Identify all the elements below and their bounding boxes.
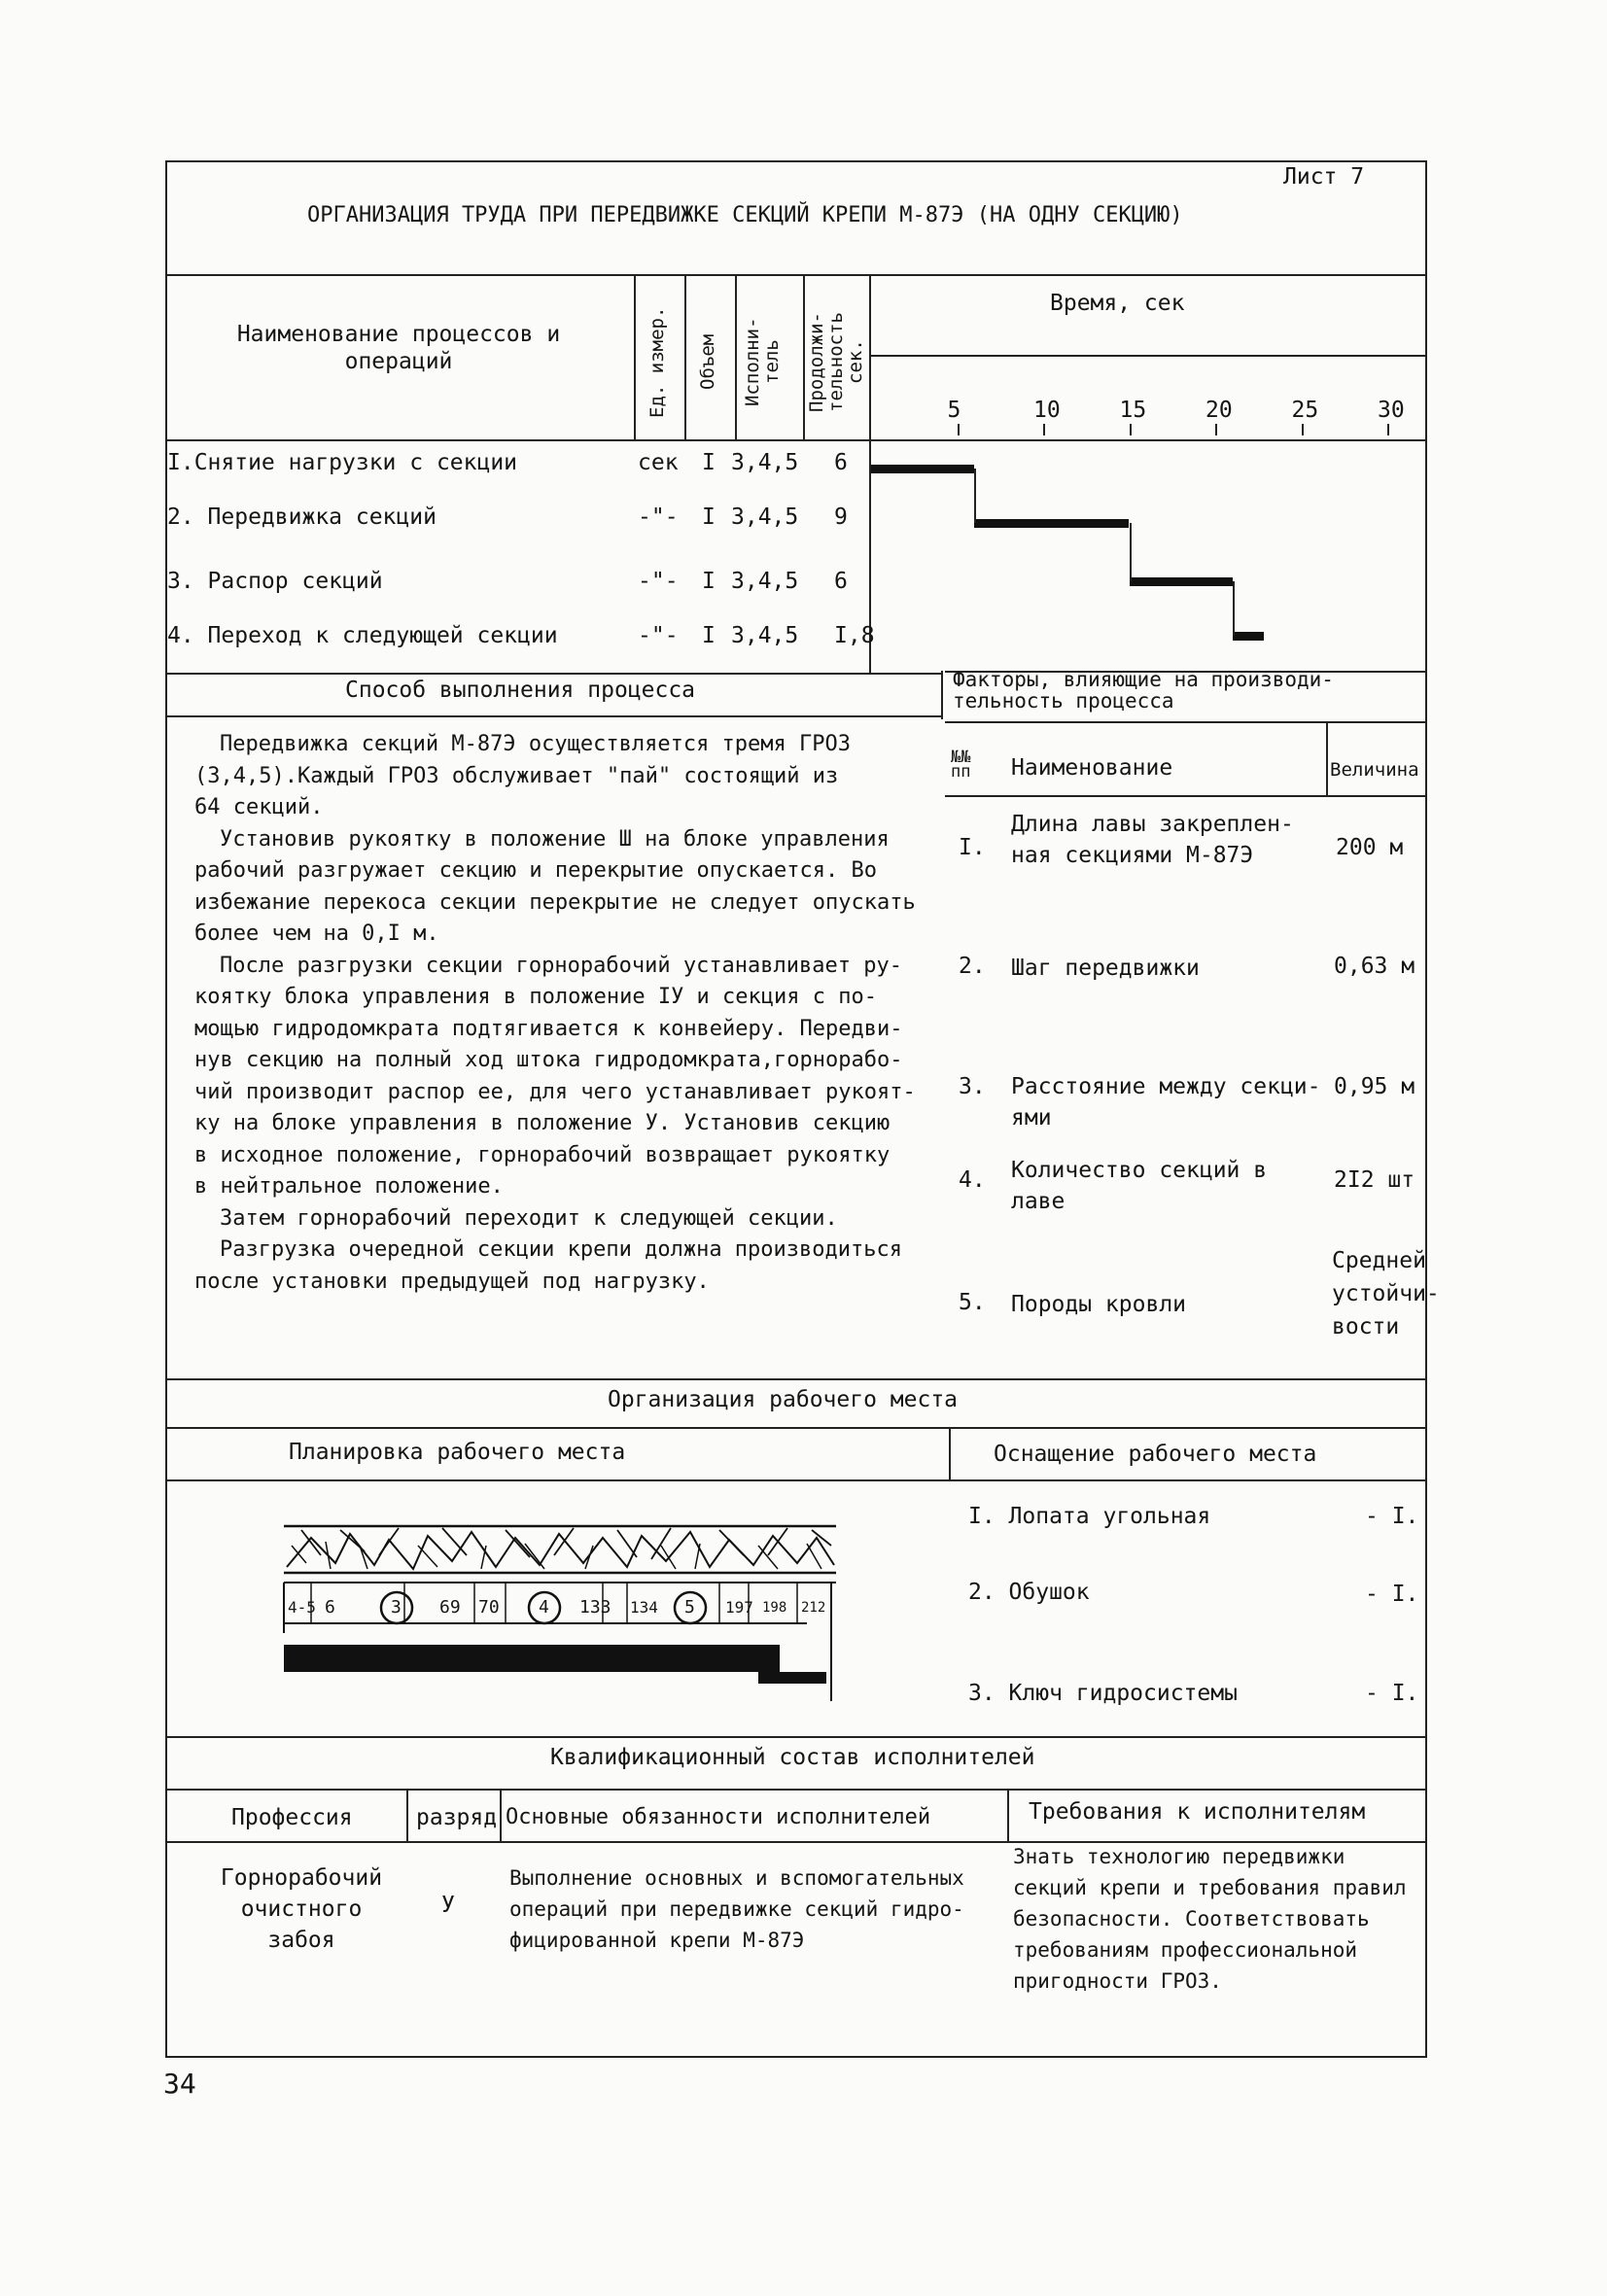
col-profession: Профессия — [231, 1805, 353, 1830]
grade-value: У — [441, 1893, 455, 1918]
time-tick-label: 20 — [1205, 398, 1233, 423]
process-row-unit: -"- — [638, 504, 679, 530]
sketch-label: 198 — [762, 1600, 787, 1616]
roof-rock-drawing — [282, 1516, 841, 1711]
method-heading: Способ выполнения процесса — [345, 678, 696, 703]
factor-name: Шаг передвижки — [1011, 956, 1200, 981]
process-row-executor: 3,4,5 — [731, 450, 799, 475]
process-row-unit: -"- — [638, 569, 679, 594]
sketch-label: 197 — [725, 1598, 753, 1617]
factor-name: Длина лавы закреплен- ная секциями М-87Э — [1011, 812, 1294, 868]
time-tick-mark — [958, 424, 960, 435]
time-tick-mark — [1387, 424, 1389, 435]
gantt-bar — [1233, 632, 1264, 641]
equipment-qty: - I. — [1365, 1582, 1419, 1607]
profession-value: Горнорабочий очистного забоя — [220, 1865, 383, 1953]
factor-name: Породы кровли — [1011, 1292, 1187, 1317]
process-row-unit: -"- — [638, 623, 679, 648]
process-row-name: I.Снятие нагрузки с секции — [167, 450, 518, 475]
factor-no: I. — [959, 835, 986, 860]
factor-value: Средней устойчи- вости — [1332, 1248, 1440, 1339]
page-number: 34 — [163, 2068, 196, 2100]
sketch-label: 69 — [439, 1597, 461, 1618]
equipment-item: I. Лопата угольная — [968, 1504, 1211, 1529]
header-volume: Объем — [697, 333, 718, 391]
factors-col-value: Величина — [1330, 759, 1419, 781]
factor-no: 4. — [959, 1167, 986, 1193]
gantt-connector — [974, 469, 976, 523]
equipment-qty: - I. — [1365, 1681, 1419, 1706]
sheet-number: Лист 7 — [1283, 164, 1365, 190]
factor-value: 0,63 м — [1334, 954, 1415, 979]
process-row-volume: I — [702, 569, 716, 594]
sketch-label: 4 — [539, 1597, 549, 1618]
workplace-heading: Организация рабочего места — [608, 1387, 959, 1412]
process-row-name: 3. Распор секций — [167, 569, 383, 594]
process-row-duration: 9 — [834, 504, 848, 530]
col-duties: Основные обязанности исполнителей — [506, 1805, 931, 1829]
factors-heading: Факторы, влияющие на производи- тельность процесса — [953, 668, 1334, 713]
gantt-connector — [1233, 581, 1235, 636]
factor-no: 5. — [959, 1290, 986, 1315]
factor-value: 0,95 м — [1334, 1074, 1415, 1099]
process-row-name: 4. Переход к следующей секции — [167, 623, 558, 648]
col-requirements: Требования к исполнителям — [1029, 1799, 1366, 1825]
process-row-unit: сек — [638, 450, 679, 475]
sketch-label: 5 — [684, 1597, 695, 1618]
header-time: Время, сек — [1050, 291, 1185, 316]
gantt-connector — [1130, 523, 1132, 581]
gantt-bar — [974, 519, 1129, 528]
header-unit: Ед. измер. — [646, 306, 668, 418]
sketch-label: 212 — [801, 1600, 826, 1616]
time-tick-label: 5 — [947, 398, 961, 423]
qualification-heading: Квалификационный состав исполнителей — [550, 1745, 1035, 1770]
equipment-item: 3. Ключ гидросистемы — [968, 1681, 1238, 1706]
page-title: ОРГАНИЗАЦИЯ ТРУДА ПРИ ПЕРЕДВИЖКЕ СЕКЦИЙ КРЕПИ М-87Э (НА ОДНУ СЕКЦИЮ) — [307, 203, 1183, 227]
gantt-bar — [1130, 577, 1233, 586]
sketch-label: 6 — [325, 1597, 335, 1618]
process-row-executor: 3,4,5 — [731, 569, 799, 594]
time-tick-mark — [1043, 424, 1045, 435]
layout-heading: Планировка рабочего места — [289, 1440, 626, 1465]
time-tick-mark — [1130, 424, 1132, 435]
factors-col-name: Наименование — [1011, 755, 1173, 781]
factor-no: 2. — [959, 954, 986, 979]
process-row-volume: I — [702, 504, 716, 530]
header-executor: Исполни- тель — [742, 317, 783, 407]
requirements-value: Знать технологию передвижки секций крепи и требования правил безопасности. Соответствовать требованиям профессиональной пригодности ГРОЗ. — [1013, 1845, 1407, 1993]
duties-value: Выполнение основных и вспомогательных операций при передвижке секций гидро- фицированной крепи М-87Э — [509, 1866, 964, 1952]
time-tick-mark — [1302, 424, 1304, 435]
process-row-executor: 3,4,5 — [731, 504, 799, 530]
gantt-bar — [871, 465, 974, 473]
time-tick-label: 25 — [1291, 398, 1319, 423]
equipment-item: 2. Обушок — [968, 1580, 1090, 1605]
factor-name: Количество секций в лаве — [1011, 1158, 1268, 1214]
process-row-volume: I — [702, 450, 716, 475]
factor-name: Расстояние между секци- ями — [1011, 1074, 1321, 1131]
sketch-label: 133 — [579, 1597, 611, 1618]
process-row-executor: 3,4,5 — [731, 623, 799, 648]
process-row-duration: 6 — [834, 569, 848, 594]
method-text: Передвижка секций М-87Э осуществляется тремя ГРОЗ (3,4,5).Каждый ГРОЗ обслуживает "пай" состоящий из 64 секций. Установив рукоятку в положение Ш на блоке управления рабочий разгружает секцию и перекрытие опускается. Во избежание перекоса секции перекрытие не следует опускать более чем на 0,I м. После разгрузки секции горнорабочий устанавливает ру- коятку блока управления в положение IУ и секция с по- мощью гидродомкрата подтягивается к конвейеру. Передви- нув секцию на полный ход штока гидродомкрата,горнорабо- чий производит распор ее, для чего устанавливает рукоят- ку на блоке управления в положение У. Установив секцию в исходное положение, горнорабочий возвращает рукоятку в нейтральное положение. Затем горнорабочий переходит к следующей секции. Разгрузка очередной секции крепи должна производиться после установки предыдущей под нагрузку. — [194, 732, 916, 1294]
sketch-label: 134 — [630, 1598, 658, 1617]
workplace-layout-sketch — [282, 1516, 841, 1711]
equipment-heading: Оснащение рабочего места — [994, 1442, 1317, 1467]
time-tick-label: 30 — [1378, 398, 1405, 423]
process-row-duration: I,8 — [834, 623, 875, 648]
time-tick-mark — [1215, 424, 1217, 435]
header-duration: Продолжи- тельность сек. — [806, 312, 866, 412]
equipment-qty: - I. — [1365, 1504, 1419, 1529]
sketch-label: 3 — [391, 1597, 402, 1618]
header-process-name: Наименование процессов и операций — [236, 322, 561, 374]
factor-value: 2I2 шт — [1334, 1167, 1415, 1193]
factor-value: 200 м — [1336, 835, 1404, 860]
time-tick-label: 10 — [1033, 398, 1061, 423]
sketch-label: 4-5 — [288, 1598, 316, 1617]
sketch-label: 70 — [478, 1597, 500, 1618]
factor-no: 3. — [959, 1074, 986, 1099]
col-grade: разряд — [416, 1805, 498, 1830]
process-row-volume: I — [702, 623, 716, 648]
process-row-duration: 6 — [834, 450, 848, 475]
factors-col-no: №№ пп — [951, 748, 971, 782]
process-row-name: 2. Передвижка секций — [167, 504, 437, 530]
time-tick-label: 15 — [1119, 398, 1147, 423]
